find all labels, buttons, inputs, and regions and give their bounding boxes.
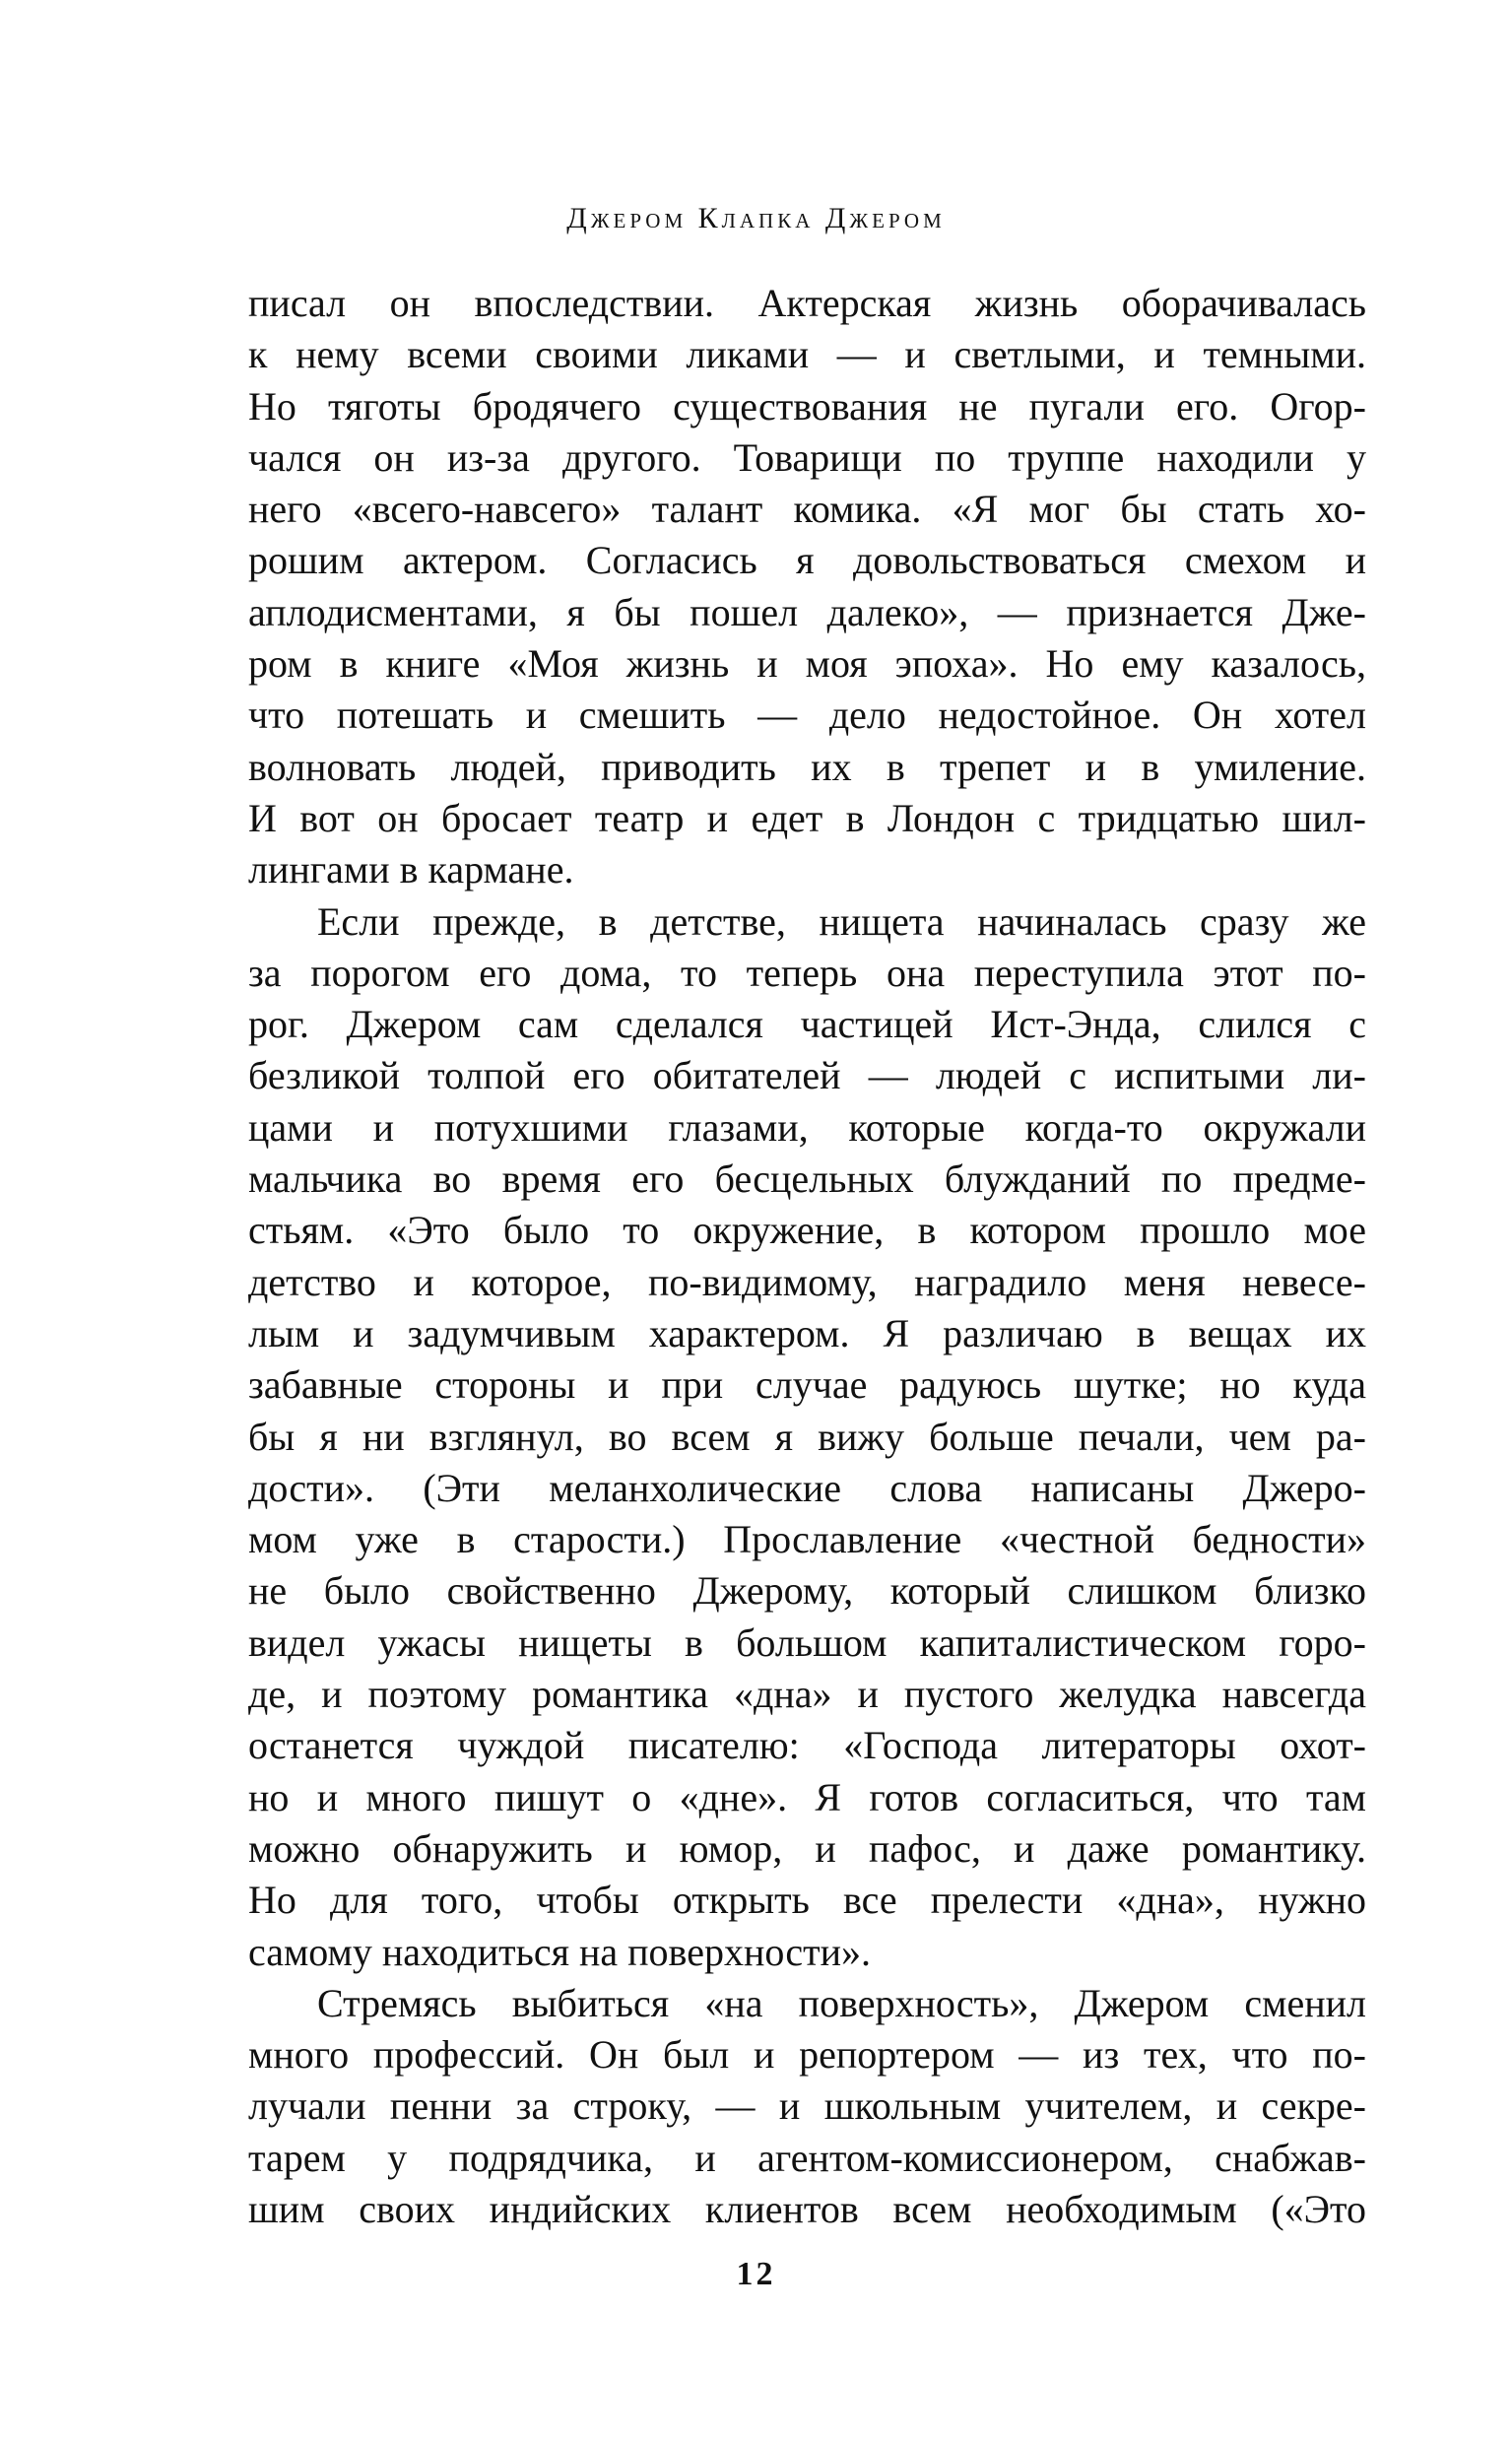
text-line: видел ужасы нищеты в большом капиталистическом горо- xyxy=(248,1619,1366,1665)
text-line: рошим актером. Согласись я довольствоваться смехом и xyxy=(248,538,1366,583)
text-line: чался он из-за другого. Товарищи по труппе находили у xyxy=(248,434,1366,480)
paragraph-first-line: Если прежде, в детстве, нищета начиналась сразу же xyxy=(317,898,1366,944)
text-line: бы я ни взглянул, во всем я вижу больше печали, чем ра- xyxy=(248,1414,1366,1459)
text-line: дости». (Эти меланхолические слова написаны Джеро- xyxy=(248,1465,1366,1510)
paragraph-first-line: Стремясь выбиться «на поверхность», Джером сменил xyxy=(317,1980,1366,2025)
text-line: де, и поэтому романтика «дна» и пустого желудка навсегда xyxy=(248,1672,1366,1717)
text-line: И вот он бросает театр и едет в Лондон с тридцатью шил- xyxy=(248,795,1366,840)
text-line: Но тяготы бродячего существования не пугали его. Огор- xyxy=(248,383,1366,429)
text-line: ром в книге «Моя жизнь и моя эпоха». Но ему казалось, xyxy=(248,641,1366,687)
text-line: мальчика во время его бесцельных блужданий по предме- xyxy=(248,1156,1366,1202)
text-line: останется чуждой писателю: «Господа литераторы охот- xyxy=(248,1723,1366,1768)
text-line: лингами в кармане. xyxy=(248,847,574,892)
text-line: можно обнаружить и юмор, и пафос, и даже романтику. xyxy=(248,1825,1366,1871)
running-head: Джером Клапка Джером xyxy=(566,202,946,234)
text-line: стьям. «Это было то окружение, в котором прошло мое xyxy=(248,1208,1366,1253)
text-line: детство и которое, по-видимому, наградило меня невесе- xyxy=(248,1259,1366,1304)
text-line: рог. Джером сам сделался частицей Ист-Энда, слился с xyxy=(248,1002,1366,1047)
body-text xyxy=(248,278,1366,2235)
text-line: самому находиться на поверхности». xyxy=(248,1929,871,1974)
text-line: за порогом его дома, то теперь она переступила этот по- xyxy=(248,950,1366,995)
text-line: что потешать и смешить — дело недостойное. Он хотел xyxy=(248,693,1366,738)
text-line: лым и задумчивым характером. Я различаю в вещах их xyxy=(248,1310,1366,1355)
text-line: тарем у подрядчика, и агентом-комиссионером, снабжав- xyxy=(248,2135,1366,2180)
text-line: мом уже в старости.) Прославление «честной бедности» xyxy=(248,1517,1366,1562)
text-line: не было свойственно Джерому, который слишком близко xyxy=(248,1568,1366,1614)
text-line: аплодисментами, я бы пошел далеко», — признается Дже- xyxy=(248,589,1366,634)
text-line: безликой толпой его обитателей — людей с испитыми ли- xyxy=(248,1053,1366,1098)
text-line: цами и потухшими глазами, которые когда-то окружали xyxy=(248,1104,1366,1150)
text-line: волновать людей, приводить их в трепет и в умиление. xyxy=(248,744,1366,789)
text-line: лучали пенни за строку, — и школьным учителем, и секре- xyxy=(248,2083,1366,2129)
text-line: к нему всеми своими ликами — и светлыми, и темными. xyxy=(248,332,1366,377)
text-line: много профессий. Он был и репортером — из тех, что по- xyxy=(248,2032,1366,2078)
text-line: шим своих индийских клиентов всем необходимым («Это xyxy=(248,2186,1366,2231)
text-line: него «всего-навсего» талант комика. «Я мог бы стать хо- xyxy=(248,487,1366,532)
text-line: забавные стороны и при случае радуюсь шутке; но куда xyxy=(248,1362,1366,1408)
text-line: писал он впоследствии. Актерская жизнь оборачивалась xyxy=(248,281,1366,325)
text-line: Но для того, чтобы открыть все прелести «дна», нужно xyxy=(248,1878,1366,1923)
page-number: 12 xyxy=(736,2256,776,2292)
text-line: но и много пишут о «дне». Я готов согласиться, что там xyxy=(248,1774,1366,1819)
